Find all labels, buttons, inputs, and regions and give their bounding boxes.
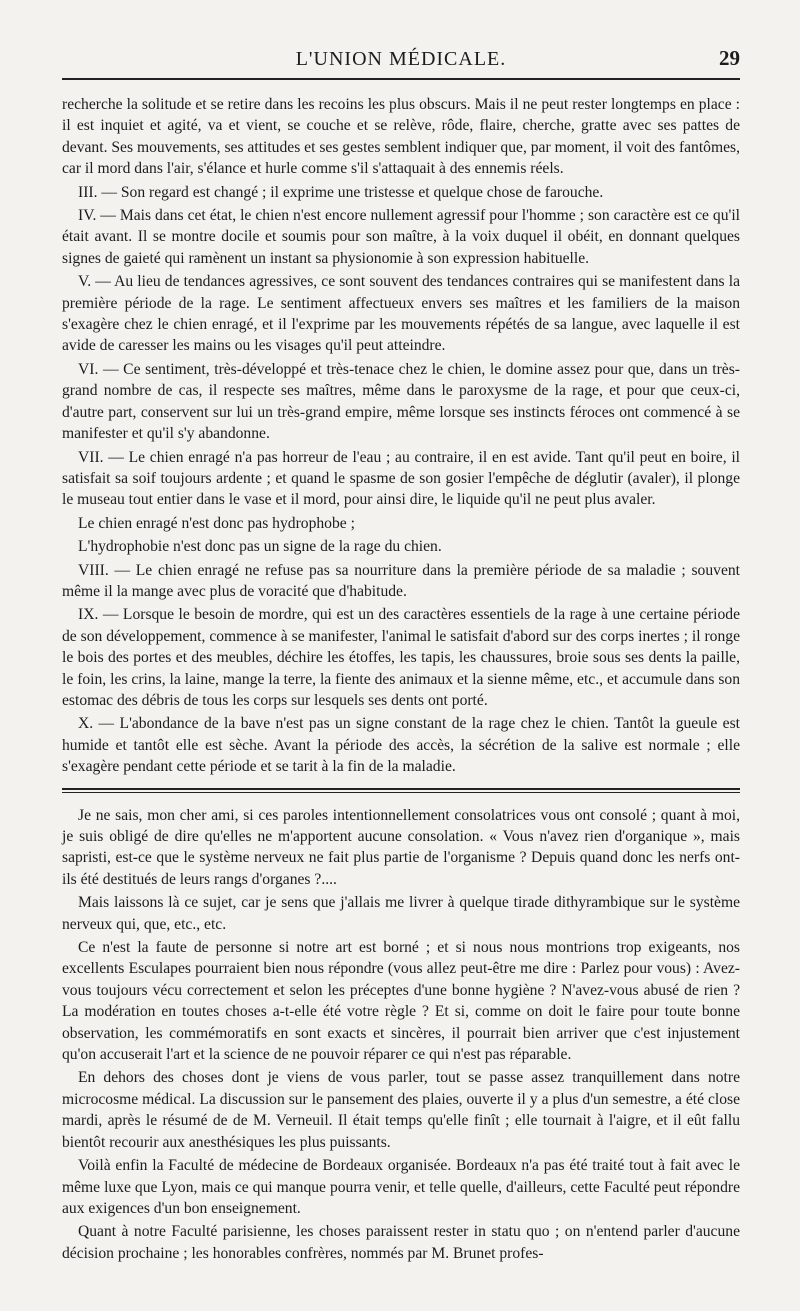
paragraph-item-vii: VII. — Le chien enragé n'a pas horreur de l'eau ; au contraire, il en est avide. Tant qu'il peut en boire, il satisfait sa soif toujours ardente ; et quand le spasme de son gosier l'empêche de déglutir (avaler), il plonge le museau tout entier dans le vase et il mord, pour ainsi dire, le liquide qu'il ne peut plus avaler.: [62, 448, 740, 509]
paragraph-item-x: X. — L'abondance de la bave n'est pas un signe constant de la rage chez le chien. Tantôt la gueule est humide et tantôt elle est sèche. Avant la période des accès, la sécrétion de la salive est normale ; elle s'exagère pendant cette période et se tarit à la fin de la maladie.: [62, 715, 740, 776]
journal-title: L'UNION MÉDICALE.: [295, 48, 507, 70]
paragraph-item-v: V. — Au lieu de tendances agressives, ce sont souvent des tendances contraires qui se manifestent dans la première période de la rage. Le sentiment affectueux envers ses maîtres et les familiers de la maison s'exagère chez le chien enragé, et il l'exprime par les mouvements répétés de sa langue, avec laquelle il est avide de caresser les mains ou les visages qu'il peut atteindre.: [62, 273, 740, 355]
page-number: 29: [719, 46, 740, 70]
running-header: [62, 0, 740, 78]
paragraph: Ce n'est la faute de personne si notre art est borné ; et si nous nous montrions trop exigeants, nos excellents Esculapes pourraient bien nous répondre (vous allez peut-être me dire : Parlez pour vous) : Avez-vous toujours vécu correctement et selon les préceptes d'une bonne hygiène ? N'avez-vous abusé de rien ? La modération en toutes choses a-t-elle été votre règle ? Et si, comme on doit le faire pour toute bonne observation, les commémoratifs en sont exacts et sincères, il pourrait bien arriver que c'est injustement qu'on accuserait l'art et la science de ne pouvoir réparer ce qui n'est pas réparable.: [62, 939, 740, 1064]
paragraph-hydrophobe: Le chien enragé n'est donc pas hydrophobe ;: [78, 514, 355, 532]
paragraph: Voilà enfin la Faculté de médecine de Bordeaux organisée. Bordeaux n'a pas été traité tout à fait avec le même luxe que Lyon, mais ce qui manque pourra venir, et telle quelle, d'ailleurs, cette Faculté peut répondre aux exigences d'un bon enseignement.: [62, 1157, 740, 1217]
paragraph: Je ne sais, mon cher ami, si ces paroles intentionnellement consolatrices vous ont consolé ; quant à moi, je suis obligé de dire qu'elles ne m'apportent aucune consolation. « Vous n'avez rien d'organique », mais sapristi, est-ce que le système nerveux ne fait plus partie de l'organisme ? Depuis quand donc les nerfs ont-ils été destitués de leurs rangs d'organes ?....: [62, 806, 740, 888]
paragraph-item-vi: VI. — Ce sentiment, très-développé et très-tenace chez le chien, le domine assez pour que, dans un très-grand nombre de cas, il respecte ses maîtres, même dans le paroxysme de la rage, et pour que ceux-ci, d'autre part, conservent sur lui un très-grand empire, même lorsque ses instincts féroces ont commencé à se manifester et qu'il s'y abandonne.: [62, 360, 740, 443]
paragraph: recherche la solitude et se retire dans les recoins les plus obscurs. Mais il ne peut rester longtemps en place : il est inquiet et agité, va et vient, se couche et se relève, rôde, flaire, cherche, gratte avec ses pattes de devant. Ses mouvements, ses attitudes et ses gestes semblent indiquer que, par moment, il voit des fantômes, car il mord dans l'air, s'élance et hurle comme s'il s'attaquait à des ennemis réels.: [62, 96, 740, 178]
paragraph: Quant à notre Faculté parisienne, les choses paraissent rester in statu quo ; on n'entend parler d'aucune décision prochaine ; les honorables confrères, nommés par M. Brunet profes-: [62, 1223, 740, 1262]
section-divider: [62, 788, 740, 793]
article-body-lower: [62, 805, 740, 1265]
paragraph-item-iii: III. — Son regard est changé ; il exprime une tristesse et quelque chose de farouche.: [78, 183, 604, 201]
header-rule: [62, 78, 740, 80]
paragraph-item-ix: IX. — Lorsque le besoin de mordre, qui est un des caractères essentiels de la rage à une certaine période de son développement, commence à se manifester, l'animal le satisfait d'abord sur des corps inertes ; il ronge le bois des portes et des meubles, déchire les étoffes, les tapis, les chaussures, broie sous ses dents la paille, le foin, les crins, la laine, mange la terre, la fiente des animaux et la sienne même, etc., et accumule dans son estomac des débris de tous les corps sur lesquels ses dents ont porté.: [62, 606, 740, 709]
paragraph: Mais laissons là ce sujet, car je sens que j'allais me livrer à quelque tirade dithyrambique sur le système nerveux qui, que, etc., etc.: [62, 894, 740, 933]
paragraph-hydrophobie: L'hydrophobie n'est donc pas un signe de la rage du chien.: [78, 538, 442, 556]
article-body-upper: [62, 94, 740, 778]
paragraph: En dehors des choses dont je viens de vous parler, tout se passe assez tranquillement dans notre microcosme médical. La discussion sur le pansement des plaies, ouverte il y a plus d'un semestre, a été close mardi, après le résumé de de M. Verneuil. Il était temps qu'elle finît ; elle tournait à l'aigre, et il eût fallu bientôt recourir aux anesthésiques les plus puissants.: [62, 1069, 740, 1151]
paragraph-item-viii: VIII. — Le chien enragé ne refuse pas sa nourriture dans la première période de sa maladie ; souvent même il la mange avec plus de voracité que d'habitude.: [62, 561, 740, 600]
paragraph-item-iv: IV. — Mais dans cet état, le chien n'est encore nullement agressif pour l'homme ; son caractère est ce qu'il était avant. Il se montre docile et soumis pour son maître, à la voix duquel il obéit, en donnant quelques signes de gaieté qui ramènent un instant sa physionomie à son expression habituelle.: [62, 207, 740, 267]
